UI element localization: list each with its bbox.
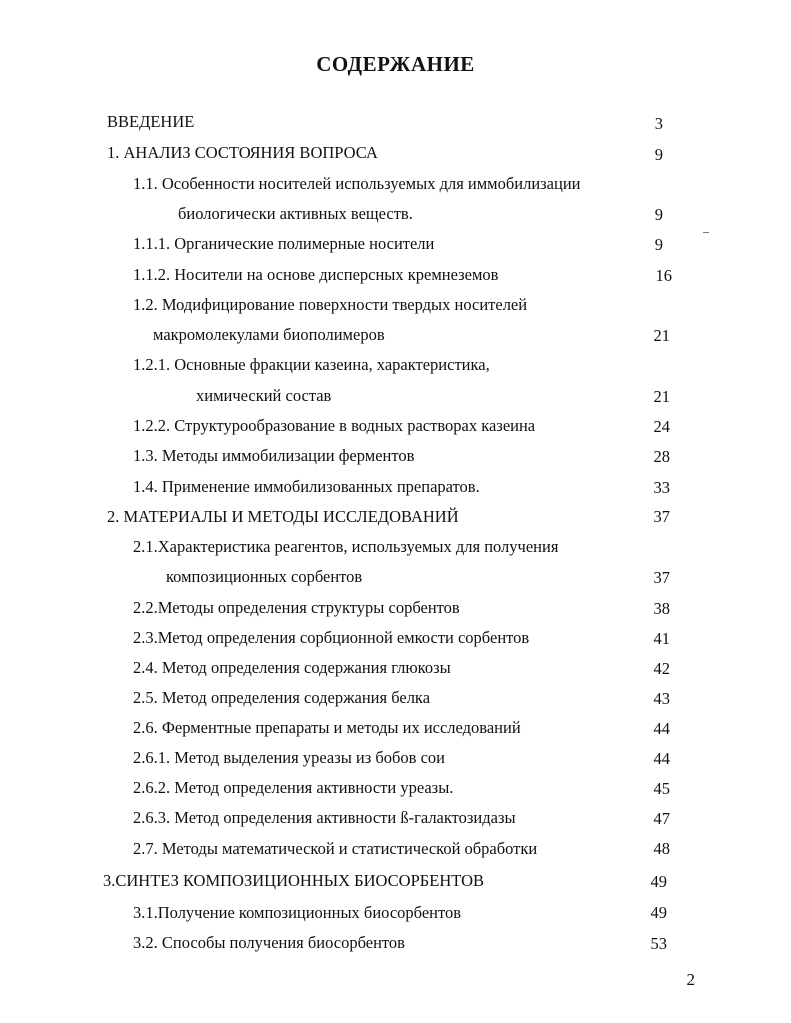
toc-entry-2-6: 2.6. Ферментные препараты и методы их исследований <box>133 718 521 737</box>
toc-page-number: 28 <box>653 447 670 466</box>
page-title: СОДЕРЖАНИЕ <box>316 52 475 76</box>
toc-entry-1-3: 1.3. Методы иммобилизации ферментов <box>133 446 415 465</box>
toc-page-number: 44 <box>653 749 670 768</box>
toc-page-number: 49 <box>650 872 667 891</box>
toc-entry-2-1: 2.1.Характеристика реагентов, используемых для получения <box>133 537 559 556</box>
toc-entry-1-2-cont: макромолекулами биополимеров <box>153 325 385 344</box>
toc-page-number: 47 <box>653 809 670 828</box>
toc-entry-section-3: 3.СИНТЕЗ КОМПОЗИЦИОННЫХ БИОСОРБЕНТОВ <box>103 871 485 890</box>
toc-page-number: 44 <box>653 719 670 738</box>
toc-entry-2-7: 2.7. Методы математической и статистической обработки <box>133 839 538 858</box>
toc-page-number: 9 <box>654 205 663 224</box>
toc-page-number: 21 <box>653 387 670 406</box>
toc-entry-section-2: 2. МАТЕРИАЛЫ И МЕТОДЫ ИССЛЕДОВАНИЙ <box>107 507 459 526</box>
toc-page-number: 41 <box>653 629 670 648</box>
toc-page-number: 45 <box>653 779 670 798</box>
toc-entry-1-1-cont: биологически активных веществ. <box>178 204 413 223</box>
toc-entry-2-6-3: 2.6.3. Метод определения активности ß-галактозидазы <box>133 808 516 827</box>
toc-entry-2-2: 2.2.Методы определения структуры сорбентов <box>133 598 460 617</box>
toc-page-number: 43 <box>653 689 670 708</box>
scan-speck <box>703 232 709 233</box>
toc-entry-3-1: 3.1.Получение композиционных биосорбентов <box>133 903 462 922</box>
toc-entry-1-2-1: 1.2.1. Основные фракции казеина, характеристика, <box>133 355 490 374</box>
toc-page-number: 37 <box>653 507 670 526</box>
toc-entry-2-1-cont: композиционных сорбентов <box>166 567 363 586</box>
toc-entry-section-1: 1. АНАЛИЗ СОСТОЯНИЯ ВОПРОСА <box>107 143 378 162</box>
toc-entry-1-1: 1.1. Особенности носителей используемых для иммобилизации <box>133 174 581 193</box>
toc-entry-1-4: 1.4. Применение иммобилизованных препаратов. <box>133 477 480 496</box>
toc-entry-2-5: 2.5. Метод определения содержания белка <box>133 688 431 707</box>
toc-entry-2-6-2: 2.6.2. Метод определения активности уреазы. <box>133 778 454 797</box>
toc-page-number: 38 <box>653 599 670 618</box>
toc-page-number: 21 <box>653 326 670 345</box>
toc-entry-3-2: 3.2. Способы получения биосорбентов <box>133 933 405 952</box>
toc-page-number: 24 <box>653 417 670 436</box>
toc-entry-2-3: 2.3.Метод определения сорбционной емкости сорбентов <box>133 628 530 647</box>
toc-entry-1-1-1: 1.1.1. Органические полимерные носители <box>133 234 435 253</box>
toc-entry-introduction: ВВЕДЕНИЕ <box>107 112 195 131</box>
toc-page-number: 16 <box>655 266 672 285</box>
toc-page-number: 9 <box>654 145 663 164</box>
toc-entry-1-2-1-cont: химический состав <box>196 386 332 405</box>
toc-page-number: 49 <box>650 903 667 922</box>
toc-page-number: 37 <box>653 568 670 587</box>
toc-entry-2-4: 2.4. Метод определения содержания глюкозы <box>133 658 451 677</box>
toc-entry-1-2: 1.2. Модифицирование поверхности твердых носителей <box>133 295 528 314</box>
page-number: 2 <box>686 970 695 989</box>
toc-entry-2-6-1: 2.6.1. Метод выделения уреазы из бобов сои <box>133 748 446 767</box>
toc-page-number: 53 <box>650 934 667 953</box>
toc-page-number: 42 <box>653 659 670 678</box>
toc-page-number: 9 <box>654 235 663 254</box>
toc-entry-1-2-2: 1.2.2. Структурообразование в водных растворах казеина <box>133 416 536 435</box>
toc-page-number: 33 <box>653 478 670 497</box>
toc-page-number: 48 <box>653 839 670 858</box>
toc-page-number: 3 <box>654 114 663 133</box>
toc-entry-1-1-2: 1.1.2. Носители на основе дисперсных кремнеземов <box>133 265 499 284</box>
